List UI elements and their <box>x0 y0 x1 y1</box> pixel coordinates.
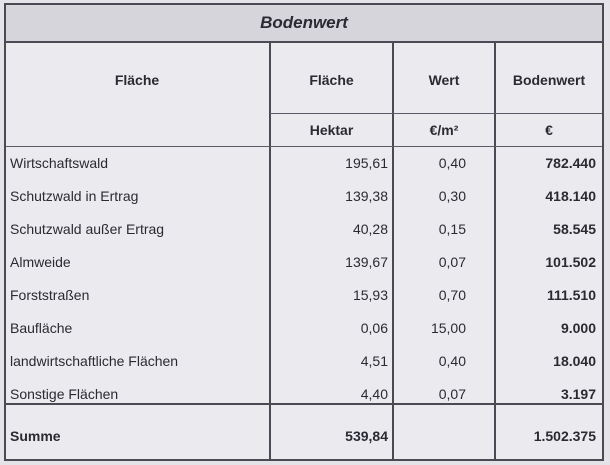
row-value: 0,70 <box>438 287 466 303</box>
row-landvalue: 9.000 <box>560 320 596 336</box>
row-landvalue: 101.502 <box>545 254 596 270</box>
row-area: 139,38 <box>345 188 388 204</box>
row-name: Sonstige Flächen <box>10 386 119 402</box>
row-area: 4,51 <box>360 353 388 369</box>
bodenwert-table <box>4 3 604 461</box>
row-area: 0,06 <box>360 320 388 336</box>
row-name: Schutzwald in Ertrag <box>10 188 139 204</box>
row-landvalue: 418.140 <box>545 188 596 204</box>
header-flaeche-name: Fläche <box>114 72 160 88</box>
row-landvalue: 111.510 <box>546 287 596 303</box>
total-area: 539,84 <box>345 428 388 444</box>
units-divider <box>270 113 602 114</box>
row-name: Schutzwald außer Ertrag <box>10 221 165 237</box>
row-area: 15,93 <box>352 287 388 303</box>
header-flaeche-area: Fläche <box>309 72 354 88</box>
row-landvalue: 58.545 <box>553 221 596 237</box>
row-name: landwirtschaftliche Flächen <box>10 353 179 369</box>
unit-euro: € <box>545 122 553 138</box>
row-area: 139,67 <box>345 254 388 270</box>
unit-hektar: Hektar <box>309 122 354 138</box>
row-name: Forststraßen <box>10 287 90 303</box>
row-name: Baufläche <box>10 320 73 336</box>
row-name: Wirtschaftswald <box>10 155 109 171</box>
header-divider <box>6 146 602 147</box>
column-divider <box>269 43 271 459</box>
unit-euro-per-m2: €/m² <box>429 122 459 138</box>
row-value: 0,07 <box>438 254 466 270</box>
total-label: Summe <box>10 428 61 444</box>
table-title: Bodenwert <box>6 5 602 43</box>
row-area: 40,28 <box>352 221 388 237</box>
row-area: 195,61 <box>345 155 388 171</box>
row-value: 0,40 <box>438 155 466 171</box>
total-landvalue: 1.502.375 <box>533 428 596 444</box>
row-landvalue: 782.440 <box>545 155 596 171</box>
row-value: 0,15 <box>438 221 466 237</box>
row-landvalue: 18.040 <box>553 353 596 369</box>
row-value: 0,07 <box>438 386 466 402</box>
row-value: 15,00 <box>430 320 466 336</box>
row-value: 0,30 <box>438 188 466 204</box>
row-name: Almweide <box>10 254 71 270</box>
row-area: 4,40 <box>360 386 388 402</box>
row-value: 0,40 <box>438 353 466 369</box>
header-bodenwert: Bodenwert <box>512 72 586 88</box>
header-wert: Wert <box>428 72 460 88</box>
row-landvalue: 3.197 <box>560 386 596 402</box>
total-divider <box>6 403 602 405</box>
